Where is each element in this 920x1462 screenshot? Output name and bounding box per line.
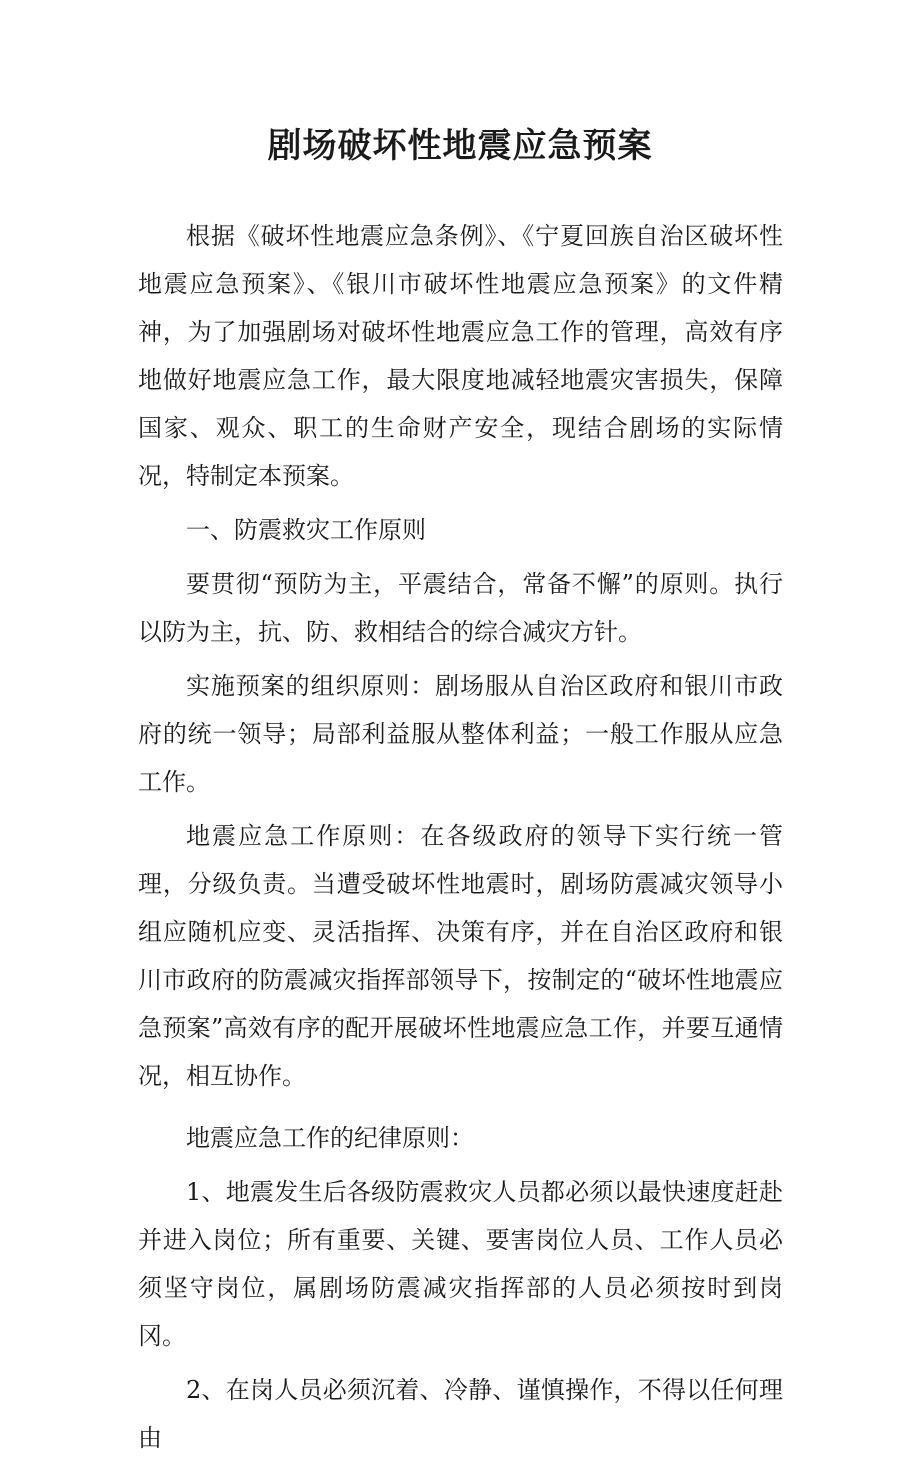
document-body	[138, 212, 783, 1462]
document-title: 剧场破坏性地震应急预案	[267, 126, 653, 166]
paragraph-discipline-heading: 地震应急工作的纪律原则：	[186, 1124, 474, 1152]
paragraph-prevention-principle: 要贯彻“预防为主，平震结合，常备不懈”的原则。执行以防为主，抗、防、救相结合的综合减灾方针。	[138, 570, 783, 646]
paragraph-intro: 根据《破坏性地震应急条例》、《宁夏回族自治区破坏性地震应急预案》、《银川市破坏性地震应急预案》的文件精神，为了加强剧场对破坏性地震应急工作的管理，高效有序地做好地震应急工作，最大限度地减轻地震灾害损失，保障国家、观众、职工的生命财产安全，现结合剧场的实际情况，特制定本预案。	[138, 222, 783, 490]
paragraph-emergency-principle: 地震应急工作原则：在各级政府的领导下实行统一管理，分级负责。当遭受破坏性地震时，剧场防震减灾领导小组应随机应变、灵活指挥、决策有序，并在自治区政府和银川市政府的防震减灾指挥部领导下，按制定的“破坏性地震应急预案”高效有序的配开展破坏性地震应急工作，并要互通情况，相互协作。	[138, 822, 783, 1090]
paragraph-organization-principle: 实施预案的组织原则：剧场服从自治区政府和银川市政府的统一领导；局部利益服从整体利益；一般工作服从应急工作。	[138, 672, 783, 796]
paragraph-discipline-item-2: 2、在岗人员必须沉着、冷静、谨慎操作，不得以任何理由	[138, 1376, 783, 1452]
paragraph-discipline-item-1: 1、地震发生后各级防震救灾人员都必须以最快速度赶赴并进入岗位；所有重要、关键、要害岗位人员、工作人员必须坚守岗位，属剧场防震减灾指挥部的人员必须按时到岗冈。	[138, 1178, 783, 1350]
section-heading-principles: 一、防震救灾工作原则	[186, 516, 426, 544]
